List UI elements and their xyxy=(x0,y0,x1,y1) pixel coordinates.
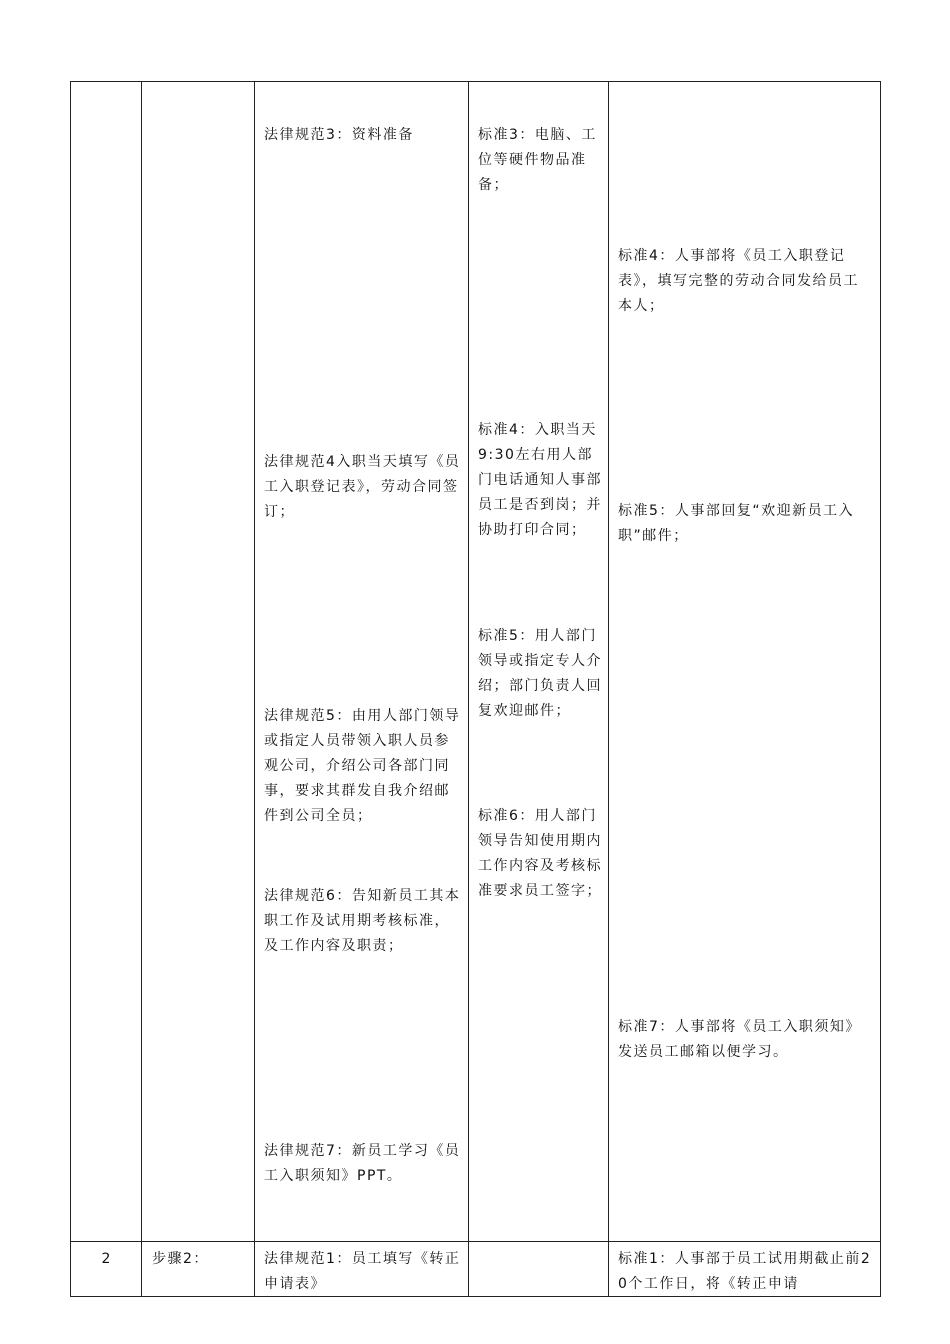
legal-norm-6: 法律规范6：告知新员工其本职工作及试用期考核标准，及工作内容及职责； xyxy=(264,888,461,954)
table-top-border xyxy=(70,81,881,82)
dept-standard-5: 标准5：用人部门领导或指定专人介绍；部门负责人回复欢迎邮件； xyxy=(478,628,602,719)
column-divider-6 xyxy=(880,81,881,1297)
legal-norm-3: 法律规范3：资料准备 xyxy=(264,127,414,143)
column-divider-1 xyxy=(70,81,71,1297)
row-number: 2 xyxy=(101,1251,111,1267)
step-label: 步骤2： xyxy=(152,1251,209,1267)
row-divider xyxy=(70,1241,881,1242)
dept-standard-4: 标准4：入职当天9:30左右用人部门电话通知人事部员工是否到岗；并协助打印合同； xyxy=(478,422,602,538)
hr-standard-5: 标准5：人事部回复“欢迎新员工入职”邮件； xyxy=(618,503,855,544)
column-divider-2 xyxy=(141,81,142,1297)
column-divider-3 xyxy=(254,81,255,1297)
hr-standard-4: 标准4：人事部将《员工入职登记表》，填写完整的劳动合同发给员工本人； xyxy=(618,248,859,314)
column-divider-4 xyxy=(468,81,469,1297)
column-divider-5 xyxy=(608,81,609,1297)
block2-hr-standard-1: 标准1：人事部于员工试用期截止前20个工作日，将《转正申请 xyxy=(618,1251,872,1292)
legal-norm-7: 法律规范7：新员工学习《员工入职须知》PPT。 xyxy=(264,1143,461,1184)
legal-norm-4: 法律规范4入职当天填写《员工入职登记表》，劳动合同签订； xyxy=(264,454,461,520)
dept-standard-6: 标准6：用人部门领导告知使用期内工作内容及考核标准要求员工签字； xyxy=(478,808,602,899)
dept-standard-3: 标准3：电脑、工位等硬件物品准备； xyxy=(478,127,597,193)
legal-norm-5: 法律规范5：由用人部门领导或指定人员带领入职人员参观公司，介绍公司各部门同事，要求其群发自我介绍邮件到公司全员； xyxy=(264,708,461,824)
hr-standard-7: 标准7：人事部将《员工入职须知》发送员工邮箱以便学习。 xyxy=(618,1019,861,1060)
block2-legal-norm-1: 法律规范1：员工填写《转正申请表》 xyxy=(264,1251,461,1292)
